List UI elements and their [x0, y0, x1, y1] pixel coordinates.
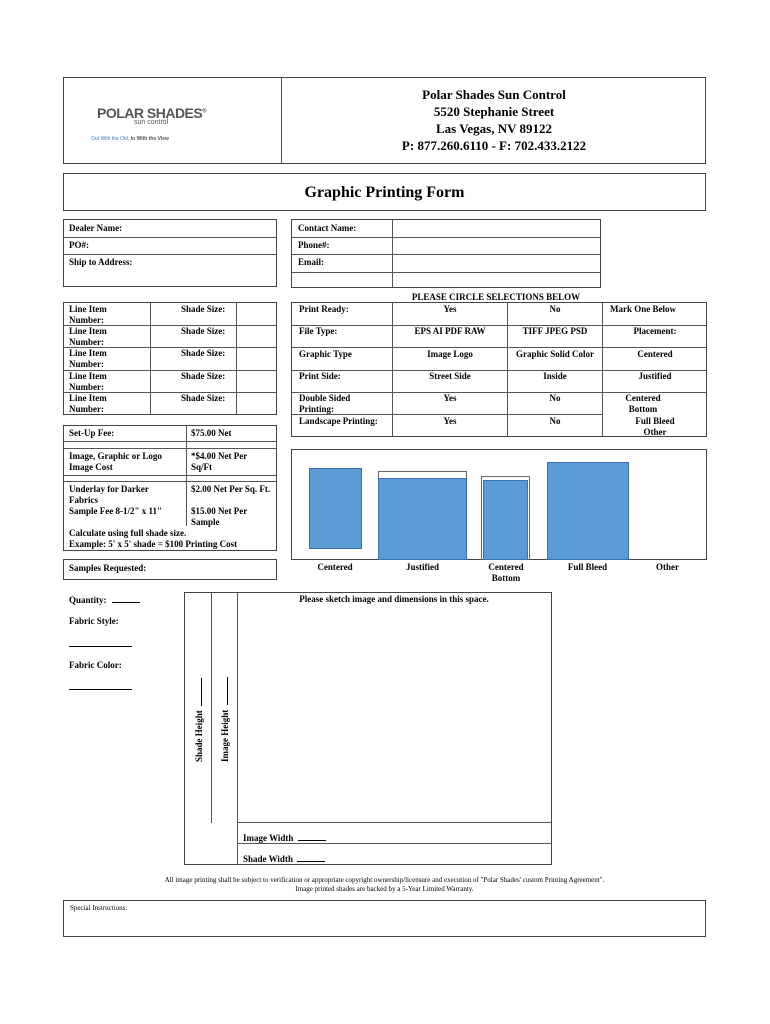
special-instructions-box[interactable]	[63, 900, 706, 937]
calc-note-1: Calculate using full shade size.	[69, 528, 187, 538]
logo-sub: sun control	[134, 119, 169, 126]
underlay-value: $2.00 Net Per Sq. Ft.	[191, 484, 271, 494]
landscape-no[interactable]: No	[549, 416, 561, 426]
line-item-label[interactable]: Line Item Number:	[69, 393, 107, 414]
print-side-label: Print Side:	[299, 371, 341, 381]
shade-width-line	[297, 861, 325, 862]
double-sided-yes[interactable]: Yes	[443, 393, 457, 403]
file-type-label: File Type:	[299, 326, 338, 336]
image-height-label: Image Height	[220, 652, 232, 762]
underlay-label: Underlay for Darker Fabrics	[69, 484, 149, 505]
selections-table	[291, 302, 707, 437]
footer-warranty-note: Image printed shades are backed by a 5-Year Limited Warranty.	[295, 885, 474, 893]
print-ready-yes[interactable]: Yes	[443, 304, 457, 314]
placement-centered-bottom-shade	[483, 480, 528, 560]
phone-label[interactable]: Phone#:	[298, 240, 330, 250]
graphic-type-label: Graphic Type	[299, 349, 352, 359]
shade-size-label[interactable]: Shade Size:	[181, 304, 226, 314]
dealer-info-box	[63, 219, 277, 287]
placement-centered-bottom[interactable]: Centered Bottom	[625, 393, 661, 414]
double-sided-label: Double Sided Printing:	[299, 393, 351, 414]
placement-option-full-bleed[interactable]: Full Bleed	[567, 562, 608, 572]
fabric-style-line[interactable]	[69, 646, 132, 647]
print-ready-no[interactable]: No	[549, 304, 561, 314]
placement-full-bleed-shade	[547, 462, 629, 560]
placement-full-bleed[interactable]: Full Bleed	[635, 416, 675, 426]
quantity-line	[112, 602, 140, 603]
placement-option-other[interactable]: Other	[656, 562, 679, 572]
placement-centered[interactable]: Centered	[637, 349, 673, 359]
placement-diagram	[291, 449, 707, 560]
image-cost-value: *$4.00 Net Per Sq/Ft	[191, 451, 248, 472]
landscape-label: Landscape Printing:	[299, 416, 378, 426]
double-sided-no[interactable]: No	[549, 393, 561, 403]
image-height-line	[227, 678, 228, 706]
fabric-style-label: Fabric Style:	[69, 616, 119, 626]
email-label[interactable]: Email:	[298, 257, 324, 267]
samples-requested-label[interactable]: Samples Requested:	[69, 563, 147, 573]
sketch-prompt: Please sketch image and dimensions in this space.	[299, 594, 489, 604]
calc-note-2: Example: 5' x 5' shade = $100 Printing Cost	[69, 539, 238, 549]
selections-heading: PLEASE CIRCLE SELECTIONS BELOW	[411, 292, 581, 302]
company-street: 5520 Stephanie Street	[433, 104, 555, 119]
print-ready-label: Print Ready:	[299, 304, 349, 314]
placement-other[interactable]: Other	[643, 427, 667, 437]
shade-size-label[interactable]: Shade Size:	[181, 348, 226, 358]
line-items-table	[63, 302, 277, 415]
placement-justified[interactable]: Justified	[638, 371, 672, 381]
line-item-label[interactable]: Line Item Number:	[69, 371, 107, 392]
line-item-label[interactable]: Line Item Number:	[69, 326, 107, 347]
mark-one-below: Mark One Below	[610, 304, 676, 314]
line-item-label[interactable]: Line Item Number:	[69, 348, 107, 369]
placement-option-justified[interactable]: Justified	[405, 562, 439, 572]
placement-option-centered-bottom[interactable]: Centered Bottom	[488, 562, 524, 583]
setup-fee-label: Set-Up Fee:	[69, 428, 115, 438]
placement-centered-shade	[309, 468, 362, 549]
landscape-yes[interactable]: Yes	[443, 416, 457, 426]
image-width-label[interactable]: Image Width	[243, 833, 326, 844]
company-phones: P: 877.260.6110 - F: 702.433.2122	[401, 138, 587, 153]
shade-size-label[interactable]: Shade Size:	[181, 393, 226, 403]
print-side-inside[interactable]: Inside	[543, 371, 567, 381]
placement-option-centered[interactable]: Centered	[317, 562, 353, 572]
dealer-name-label[interactable]: Dealer Name:	[69, 223, 123, 233]
shade-height-line	[201, 678, 202, 706]
shade-size-label[interactable]: Shade Size:	[181, 326, 226, 336]
graphic-type-image[interactable]: Image Logo	[427, 349, 473, 359]
logo	[64, 78, 264, 164]
fees-table	[63, 425, 277, 551]
logo-tagline: Out With the Old, In With the View	[91, 136, 169, 142]
form-title: Graphic Printing Form	[63, 173, 706, 211]
shade-height-label: Shade Height	[194, 652, 206, 762]
fabric-color-label: Fabric Color:	[69, 660, 122, 670]
file-type-eps[interactable]: EPS AI PDF RAW	[414, 326, 486, 336]
setup-fee-value: $75.00 Net	[191, 428, 232, 438]
contact-name-label[interactable]: Contact Name:	[298, 223, 357, 233]
contact-info-box	[291, 219, 601, 288]
image-cost-label: Image, Graphic or Logo Image Cost	[69, 451, 162, 472]
graphic-type-graphic[interactable]: Graphic Solid Color	[515, 349, 594, 359]
placement-label: Placement:	[633, 326, 677, 336]
logo-main: POLAR SHADES®	[97, 105, 207, 121]
footer-copyright-note: All image printing shall be subject to verification or appropriate copyright ownership/licensure and execution of "Polar Shades' custom Printing Agreement".	[164, 876, 605, 884]
quantity-label[interactable]: Quantity:	[69, 595, 140, 606]
samples-requested-box	[63, 559, 277, 580]
ship-to-label[interactable]: Ship to Address:	[69, 257, 133, 267]
line-item-label[interactable]: Line Item Number:	[69, 304, 107, 325]
special-instructions-label: Special Instructions:	[70, 904, 128, 912]
company-info	[282, 86, 706, 154]
fabric-color-line[interactable]	[69, 689, 132, 690]
sample-fee-value: $15.00 Net Per Sample	[191, 506, 248, 527]
company-name: Polar Shades Sun Control	[422, 87, 566, 102]
sample-fee-label: Sample Fee 8-1/2" x 11"	[69, 506, 162, 516]
file-type-tiff[interactable]: TIFF JPEG PSD	[522, 326, 588, 336]
header-box	[63, 77, 706, 164]
company-city: Las Vegas, NV 89122	[435, 121, 553, 136]
placement-justified-shade	[378, 478, 467, 560]
po-label[interactable]: PO#:	[69, 240, 89, 250]
image-width-line	[298, 840, 326, 841]
sketch-area[interactable]	[184, 592, 552, 865]
shade-size-label[interactable]: Shade Size:	[181, 371, 226, 381]
shade-width-label[interactable]: Shade Width	[243, 854, 325, 865]
print-side-street[interactable]: Street Side	[429, 371, 471, 381]
